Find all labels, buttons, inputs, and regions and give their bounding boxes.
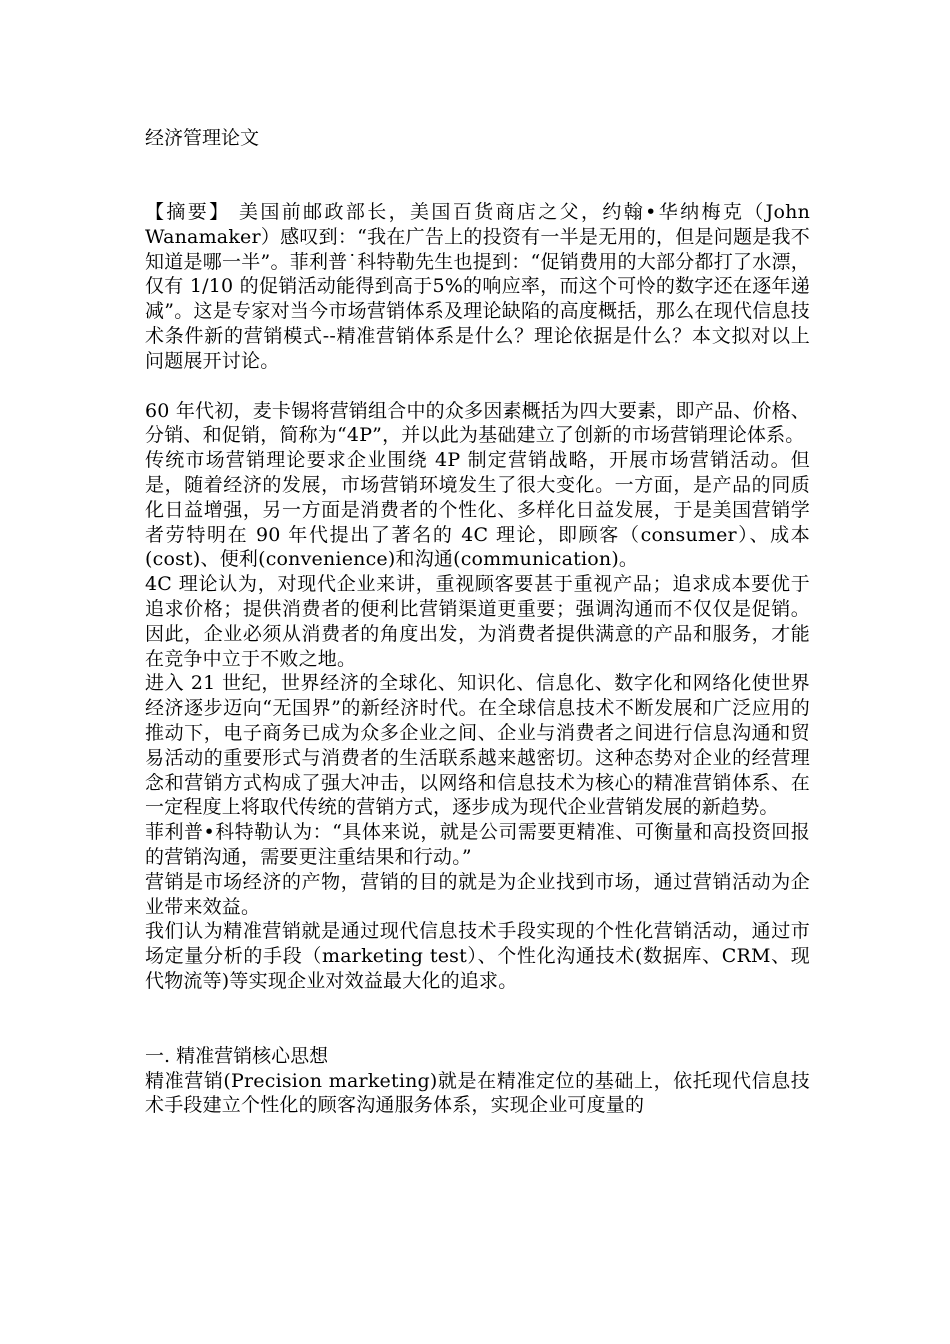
spacer (145, 994, 810, 1044)
section-heading: 一. 精准营销核心思想 (145, 1044, 329, 1067)
body-paragraph-kotler-quote: 菲利普•科特勒认为：“具体来说，就是公司需要更精准、可衡量和高投资回报的营销沟通，需要更注重结果和行动。” (145, 821, 810, 868)
body-paragraph-precision-definition: 我们认为精准营销就是通过现代信息技术手段实现的个性化营销活动，通过市场定量分析的手段（marketing test）、个性化沟通技术(数据库、CRM、现代物流等)等实现企业对效益最大化的追求。 (145, 920, 810, 992)
section-paragraph: 精准营销(Precision marketing)就是在精准定位的基础上，依托现代信息技术手段建立个性化的顾客沟通服务体系，实现企业可度量的 (145, 1069, 810, 1117)
body-paragraph-21st-century: 进入 21 世纪，世界经济的全球化、知识化、信息化、数字化和网络化使世界经济逐步迈向“无国界”的新经济时代。在全球信息技术不断发展和广泛应用的推动下，电子商务已成为众多企业之间、企业与消费者之间进行信息沟通和贸易活动的重要形式与消费者的生活联系越来越密切。这种态势对企业的经营理念和营销方式构成了强大冲击，以网络和信息技术为核心的精准营销体系、在一定程度上将取代传统的营销方式，逐步成为现代企业营销发展的新趋势。 (145, 672, 810, 819)
body-paragraph-4c-origin: 传统市场营销理论要求企业围绕 4P 制定营销战略，开展市场营销活动。但是，随着经济的发展，市场营销环境发生了很大变化。一方面，是产品的同质化日益增强，另一方面是消费者的个性化、多样化日益发展，于是美国营销学者劳特明在 90 年代提出了著名的 4C 理论，即顾客（consumer）、成本(cost)、便利(convenience)和沟通(communication)。 (145, 449, 810, 571)
document-title: 经济管理论文 (145, 127, 260, 149)
spacer (145, 374, 810, 399)
spacer (145, 151, 810, 200)
document-page (145, 125, 810, 1118)
body-paragraph-4p: 60 年代初，麦卡锡将营销组合中的众多因素概括为四大要素，即产品、价格、分销、和促销，简称为“4P”，并以此为基础建立了创新的市场营销理论体系。 (145, 399, 810, 447)
abstract-paragraph: 【摘要】 美国前邮政部长，美国百货商店之父，约翰•华纳梅克（John Wanamaker）感叹到：“我在广告上的投资有一半是无用的，但是问题是我不知道是哪一半”。菲利普˙科特勒先生也提到：“促销费用的大部分都打了水漂，仅有 1/10 的促销活动能得到高于5%的响应率，而这个可怜的数字还在逐年递减”。这是专家对当今市场营销体系及理论缺陷的高度概括，那么在现代信息技术条件新的营销模式--精准营销体系是什么？理论依据是什么？本文拟对以上问题展开讨论。 (145, 201, 810, 372)
body-paragraph-marketing-purpose: 营销是市场经济的产物，营销的目的就是为企业找到市场，通过营销活动为企业带来效益。 (145, 870, 810, 918)
body-paragraph-4c-theory: 4C 理论认为，对现代企业来讲，重视顾客要甚于重视产品；追求成本要优于追求价格；提供消费者的便利比营销渠道更重要；强调沟通而不仅仅是促销。因此，企业必须从消费者的角度出发，为消费者提供满意的产品和服务，才能在竞争中立于不败之地。 (145, 573, 810, 670)
